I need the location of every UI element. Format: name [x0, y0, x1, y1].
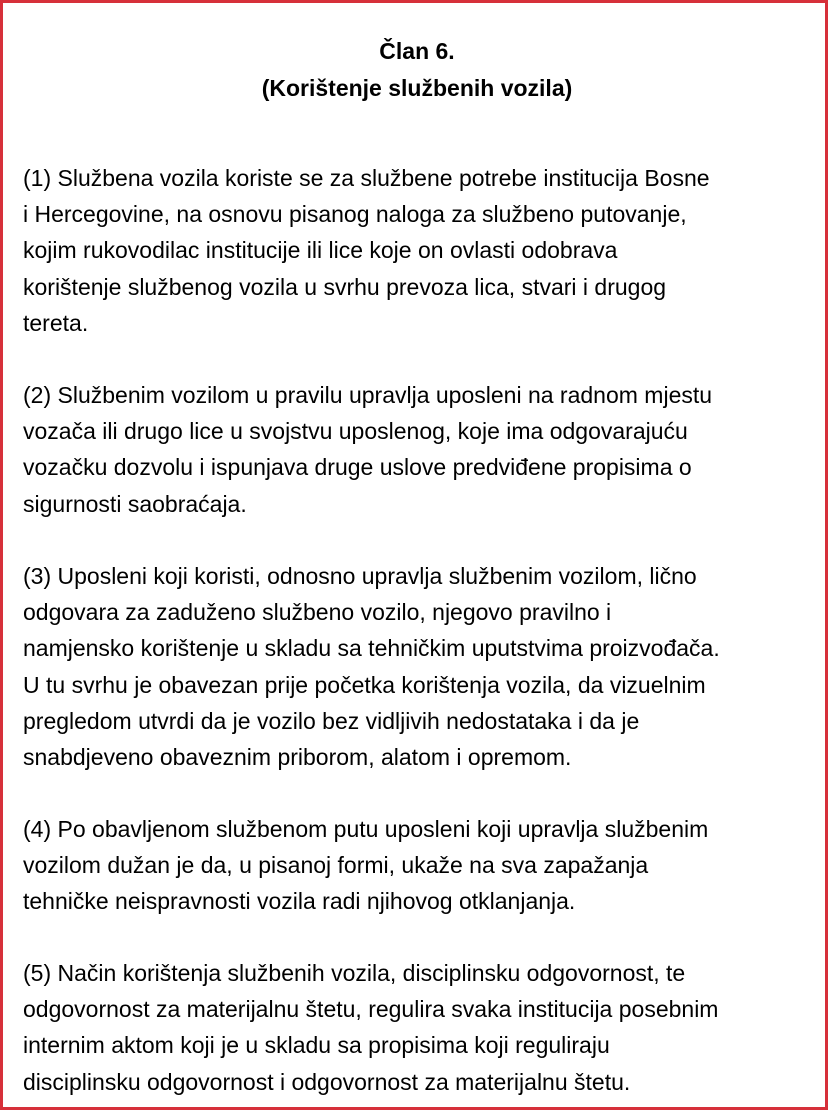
text-line: namjensko korištenje u skladu sa tehničkim uputstvima proizvođača. — [23, 635, 720, 662]
text-line: U tu svrhu je obavezan prije početka korištenja vozila, da vizuelnim — [23, 671, 706, 698]
text-line: (2) Službenim vozilom u pravilu upravlja uposleni na radnom mjestu — [23, 382, 713, 408]
text-line: i Hercegovine, na osnovu pisanog naloga za službeno putovanje, — [23, 201, 687, 228]
text-line: disciplinsku odgovornost i odgovornost za materijalnu štetu. — [23, 1068, 631, 1095]
text-line: tehničke neispravnosti vozila radi njihovog otklanjanja. — [23, 888, 576, 915]
paragraph-5 — [23, 955, 823, 1100]
text-line: odgovornost za materijalnu štetu, regulira svaka institucija posebnim — [23, 996, 719, 1023]
text-line: (1) Službena vozila koriste se za službene potrebe institucija Bosne — [23, 165, 710, 191]
text-line: odgovara za zaduženo službeno vozilo, njegovo pravilno i — [23, 599, 612, 626]
text-line: korištenje službenog vozila u svrhu prevoza lica, stvari i drugog — [23, 273, 667, 300]
text-line: vozača ili drugo lice u svojstvu uposlenog, koje ima odgovarajuću — [23, 418, 688, 445]
paragraph-4 — [23, 811, 823, 920]
paragraph-3 — [23, 558, 823, 775]
text-line: vozilom dužan je da, u pisanoj formi, ukaže na sva zapažanja — [23, 852, 649, 879]
text-line: vozačku dozvolu i ispunjava druge uslove predviđene propisima o — [23, 454, 692, 481]
text-line: kojim rukovodilac institucije ili lice koje on ovlasti odobrava — [23, 237, 618, 264]
text-line: internim aktom koji je u skladu sa propisima koji reguliraju — [23, 1032, 610, 1059]
paragraph-2 — [23, 377, 823, 522]
paragraph-1 — [23, 160, 823, 341]
text-line: sigurnosti saobraćaja. — [23, 490, 247, 517]
text-line: tereta. — [23, 309, 89, 336]
article-title: (Korištenje službenih vozila) — [261, 75, 573, 101]
article-number: Član 6. — [379, 38, 455, 64]
text-line: (5) Način korištenja službenih vozila, disciplinsku odgovornost, te — [23, 960, 686, 986]
text-line: snabdjeveno obaveznim priborom, alatom i opremom. — [23, 744, 572, 771]
text-line: pregledom utvrdi da je vozilo bez vidljivih nedostataka i da je — [23, 707, 640, 734]
text-line: (3) Uposleni koji koristi, odnosno upravlja službenim vozilom, lično — [23, 563, 697, 589]
text-line: (4) Po obavljenom službenom putu uposleni koji upravlja službenim — [23, 816, 709, 842]
